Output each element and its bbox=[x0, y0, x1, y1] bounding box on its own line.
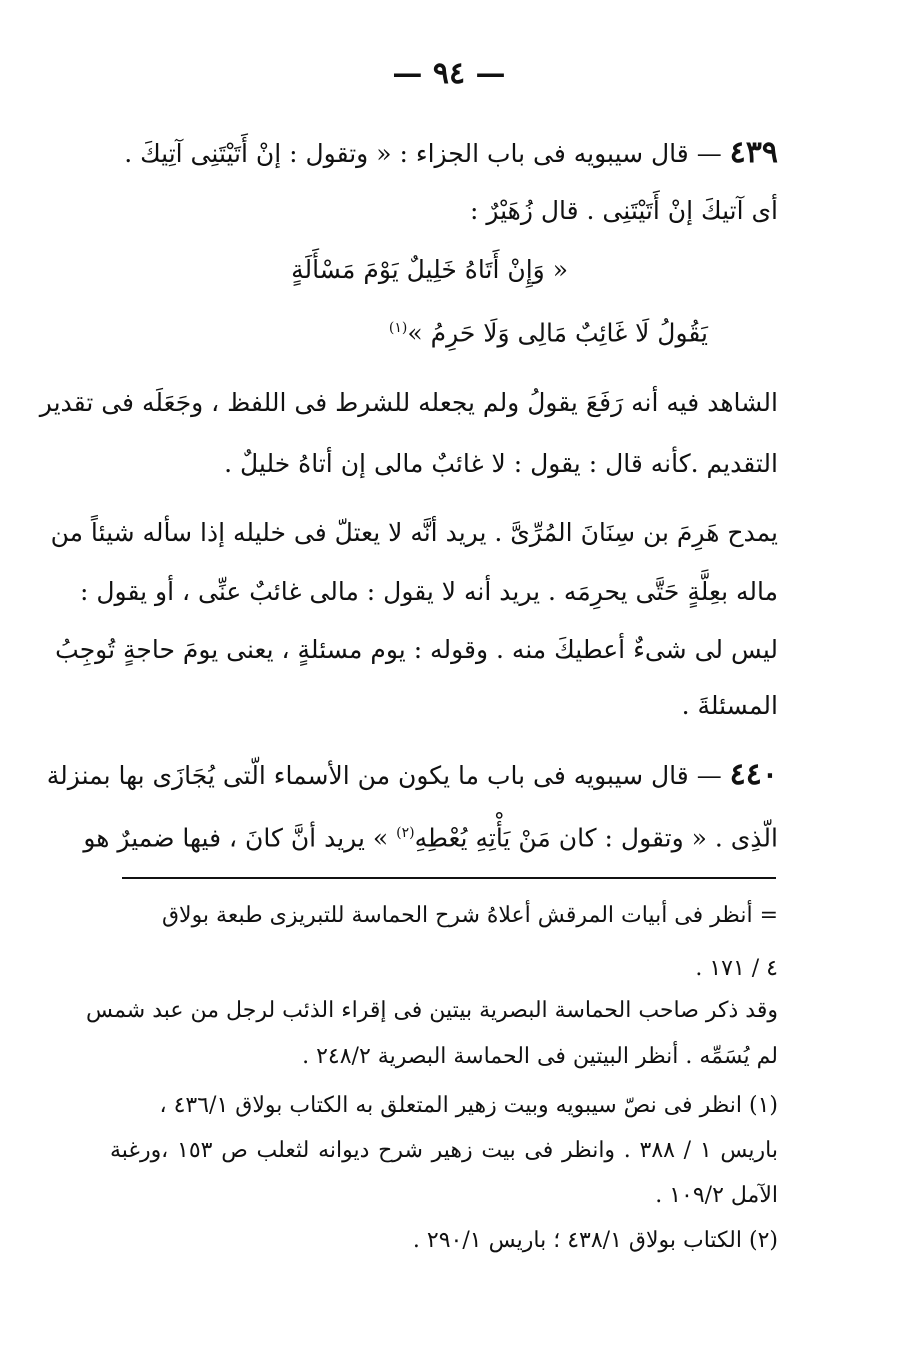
footnote-ref-2: (٢) bbox=[396, 825, 415, 841]
entry-440-line-2-a: الّذِى . « وتقول : كان مَنْ يَأْتِهِ يُعْطِهِ bbox=[414, 823, 778, 853]
page-number: — ٩٤ — bbox=[392, 56, 506, 91]
entry-440-line-2 bbox=[83, 815, 778, 856]
verse-line-1: « وَإِنْ أَتَاهُ خَلِيلٌ يَوْمَ مَسْأَلَةٍ bbox=[291, 255, 568, 284]
para-2-line-1: يمدح هَرِمَ بن سِنَانَ المُرِّىَّ . يريد أنَّه لا يعتلّ فى خليله إذا سأله شيئاً من bbox=[50, 518, 778, 547]
verse-line-2 bbox=[110, 310, 708, 351]
footnote-cont-line-3: وقد ذكر صاحب الحماسة البصرية بيتين فى إقراء الذئب لرجل من عبد شمس bbox=[86, 998, 778, 1023]
entry-440-line-1 bbox=[46, 757, 778, 794]
para-1-line-2: التقديم .كأنه قال : يقول : لا غائبٌ مالى إن أتاهُ خليلٌ . bbox=[224, 449, 778, 478]
footnote-cont-line-1: = أنظر فى أبيات المرقش أعلاهُ شرح الحماسة للتبريزى طبعة بولاق bbox=[161, 903, 778, 928]
entry-440-number: ٤٤٠ bbox=[729, 757, 778, 792]
footnote-ref-1: (١) bbox=[388, 320, 408, 336]
entry-439-line-1-text: — قال سيبويه فى باب الجزاء : « وتقول : إنْ أَتَيْتَنِى آتِيكَ . bbox=[124, 139, 722, 168]
para-2-line-2: ماله بعِلَّةٍ حَتَّى يحرِمَه . يريد أنه لا يقول : مالى غائبٌ عنِّى ، أو يقول : bbox=[80, 577, 778, 606]
footnote-separator bbox=[122, 877, 776, 879]
entry-439-line-2: أى آتيكَ إنْ أَتَيْتَنِى . قال زُهَيْرٌ : bbox=[469, 196, 778, 225]
footnote-2-line-1: (٢) الكتاب بولاق ٤٣٨/١ ؛ باريس ٢٩٠/١ . bbox=[412, 1228, 778, 1253]
para-2-line-3: ليس لى شىءٌ أعطيكَ منه . وقوله : يوم مسئلةٍ ، يعنى يومَ حاجةٍ تُوجِبُ bbox=[55, 635, 778, 664]
para-2-line-4: المسئلةَ . bbox=[681, 691, 778, 720]
entry-440-line-1-text: — قال سيبويه فى باب ما يكون من الأسماء الّتى يُجَازَى بها بمنزلة bbox=[46, 761, 722, 790]
verse-line-2-text: يَقُولُ لَا غَائِبٌ مَالِى وَلَا حَرِمُ » bbox=[407, 318, 708, 348]
footnote-1-line-3: الآمل ١٠٩/٢ . bbox=[655, 1183, 778, 1208]
footnote-cont-line-4: لم يُسَمِّه . أنظر البيتين فى الحماسة البصرية ٢٤٨/٢ . bbox=[302, 1044, 778, 1069]
entry-440-line-2-b: » يريد أنَّ كانَ ، فيها ضميرٌ هو bbox=[83, 823, 389, 853]
footnote-cont-line-2: ٤ / ١٧١ . bbox=[695, 956, 778, 981]
para-1-line-1: الشاهد فيه أنه رَفَعَ يقولُ ولم يجعله للشرط فى اللفظ ، وجَعَلَه فى تقدير bbox=[39, 388, 778, 417]
entry-439-number: ٤٣٩ bbox=[729, 135, 778, 170]
entry-439-line-1 bbox=[110, 135, 778, 172]
footnote-1-line-2: باريس ١ / ٣٨٨ . وانظر فى بيت زهير شرح ديوانه لثعلب ص ١٥٣ ،ورغبة bbox=[110, 1138, 779, 1163]
footnote-1-line-1: (١) انظر فى نصّ سيبويه وبيت زهير المتعلق به الكتاب بولاق ٤٣٦/١ ، bbox=[159, 1093, 778, 1118]
